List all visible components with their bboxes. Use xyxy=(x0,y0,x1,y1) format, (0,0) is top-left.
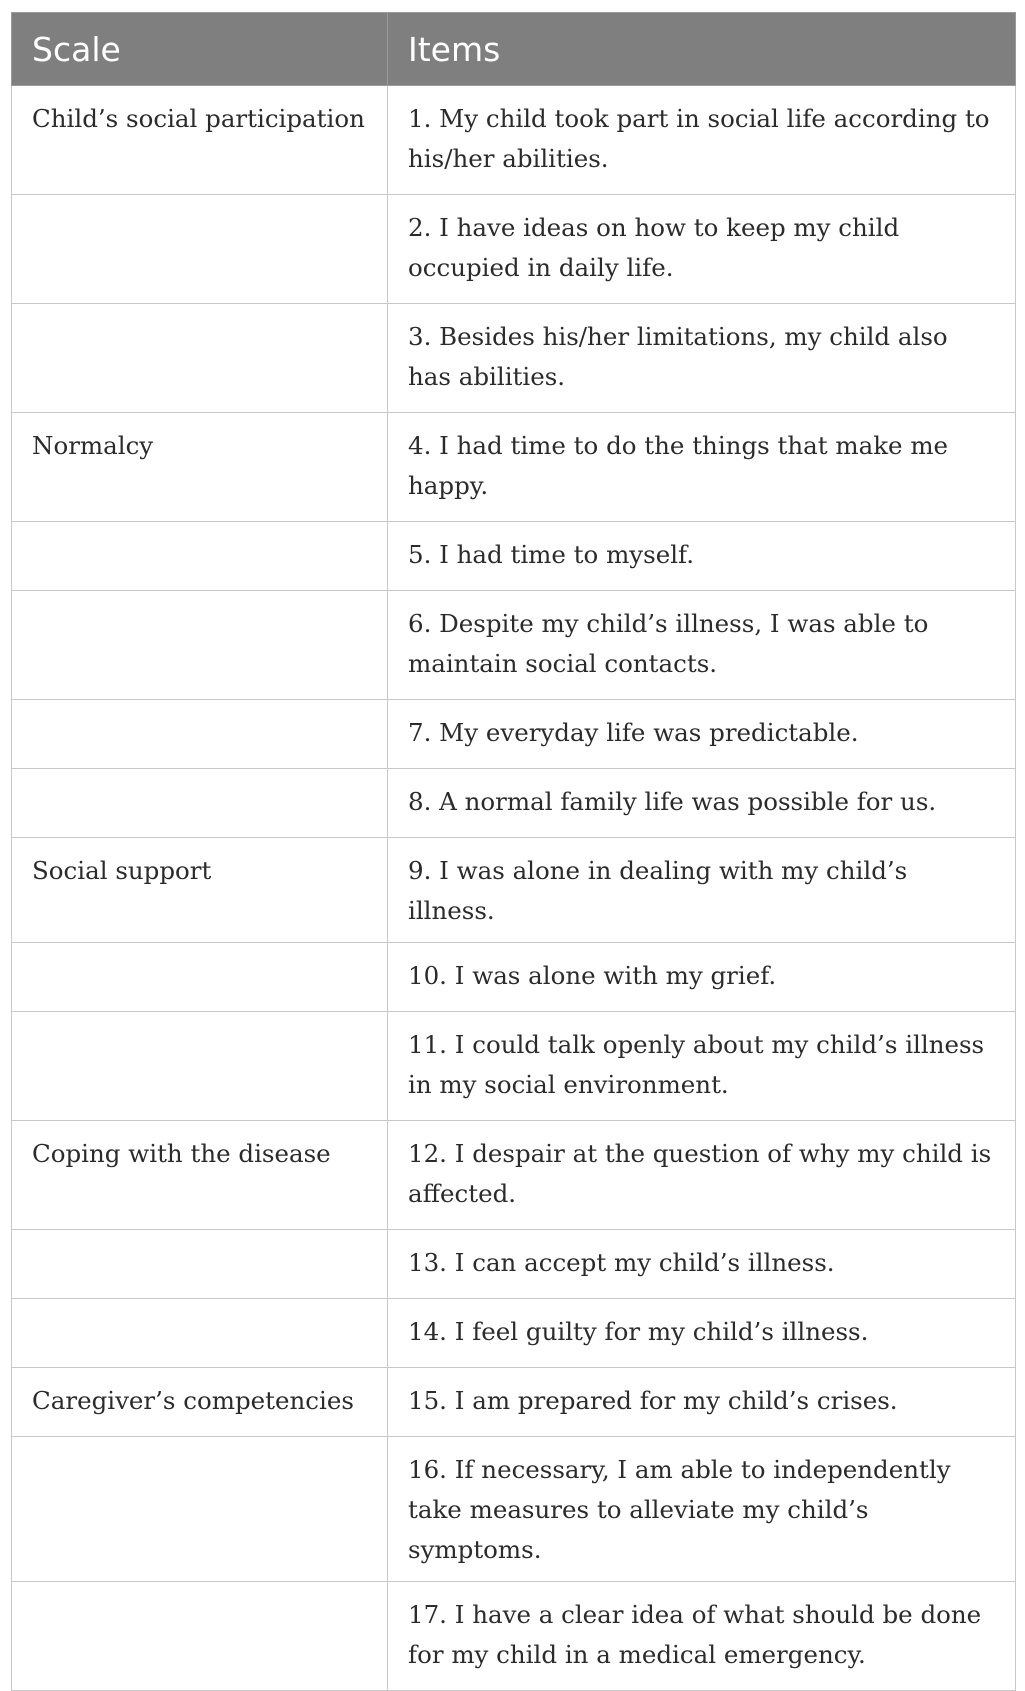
table-row xyxy=(12,522,1016,591)
table-row xyxy=(12,838,1016,943)
header-row xyxy=(12,13,1016,86)
item-cell: 6. Despite my child’s illness, I was able to maintain social contacts. xyxy=(388,591,1016,700)
table-row xyxy=(12,1582,1016,1691)
table-row xyxy=(12,700,1016,769)
item-cell: 13. I can accept my child’s illness. xyxy=(388,1230,1016,1299)
item-cell: 9. I was alone in dealing with my child’s illness. xyxy=(388,838,1016,943)
scale-cell: Coping with the disease xyxy=(12,1121,388,1230)
scale-cell xyxy=(12,1299,388,1368)
column-header-scale: Scale xyxy=(12,13,388,86)
table-row xyxy=(12,1230,1016,1299)
table-row xyxy=(12,1299,1016,1368)
table-row xyxy=(12,413,1016,522)
table-row xyxy=(12,943,1016,1012)
item-cell: 17. I have a clear idea of what should be done for my child in a medical emergency. xyxy=(388,1582,1016,1691)
scale-cell xyxy=(12,304,388,413)
item-cell: 16. If necessary, I am able to independently take measures to alleviate my child’s symptoms. xyxy=(388,1437,1016,1582)
item-cell: 1. My child took part in social life according to his/her abilities. xyxy=(388,86,1016,195)
item-cell: 14. I feel guilty for my child’s illness. xyxy=(388,1299,1016,1368)
scale-cell xyxy=(12,1012,388,1121)
item-cell: 7. My everyday life was predictable. xyxy=(388,700,1016,769)
item-cell: 15. I am prepared for my child’s crises. xyxy=(388,1368,1016,1437)
scale-cell xyxy=(12,195,388,304)
item-cell: 12. I despair at the question of why my child is affected. xyxy=(388,1121,1016,1230)
item-cell: 4. I had time to do the things that make me happy. xyxy=(388,413,1016,522)
scale-cell: Child’s social participation xyxy=(12,86,388,195)
scale-cell xyxy=(12,1582,388,1691)
table-row xyxy=(12,769,1016,838)
scale-cell xyxy=(12,769,388,838)
scale-cell xyxy=(12,943,388,1012)
item-cell: 8. A normal family life was possible for us. xyxy=(388,769,1016,838)
table-row xyxy=(12,195,1016,304)
scale-cell xyxy=(12,1437,388,1582)
table-body xyxy=(12,86,1016,1691)
table-header xyxy=(12,13,1016,86)
item-cell: 3. Besides his/her limitations, my child also has abilities. xyxy=(388,304,1016,413)
scale-cell xyxy=(12,1230,388,1299)
scale-cell xyxy=(12,522,388,591)
table-row xyxy=(12,1012,1016,1121)
scale-cell: Social support xyxy=(12,838,388,943)
table-row xyxy=(12,591,1016,700)
item-cell: 5. I had time to myself. xyxy=(388,522,1016,591)
item-cell: 11. I could talk openly about my child’s illness in my social environment. xyxy=(388,1012,1016,1121)
scale-cell xyxy=(12,591,388,700)
table-row xyxy=(12,86,1016,195)
item-cell: 10. I was alone with my grief. xyxy=(388,943,1016,1012)
column-header-items: Items xyxy=(388,13,1016,86)
table-row xyxy=(12,1437,1016,1582)
scale-cell: Normalcy xyxy=(12,413,388,522)
scale-cell: Caregiver’s competencies xyxy=(12,1368,388,1437)
scale-cell xyxy=(12,700,388,769)
scale-items-table xyxy=(11,12,1016,1691)
item-cell: 2. I have ideas on how to keep my child occupied in daily life. xyxy=(388,195,1016,304)
table-row xyxy=(12,1368,1016,1437)
table-row xyxy=(12,1121,1016,1230)
table-row xyxy=(12,304,1016,413)
